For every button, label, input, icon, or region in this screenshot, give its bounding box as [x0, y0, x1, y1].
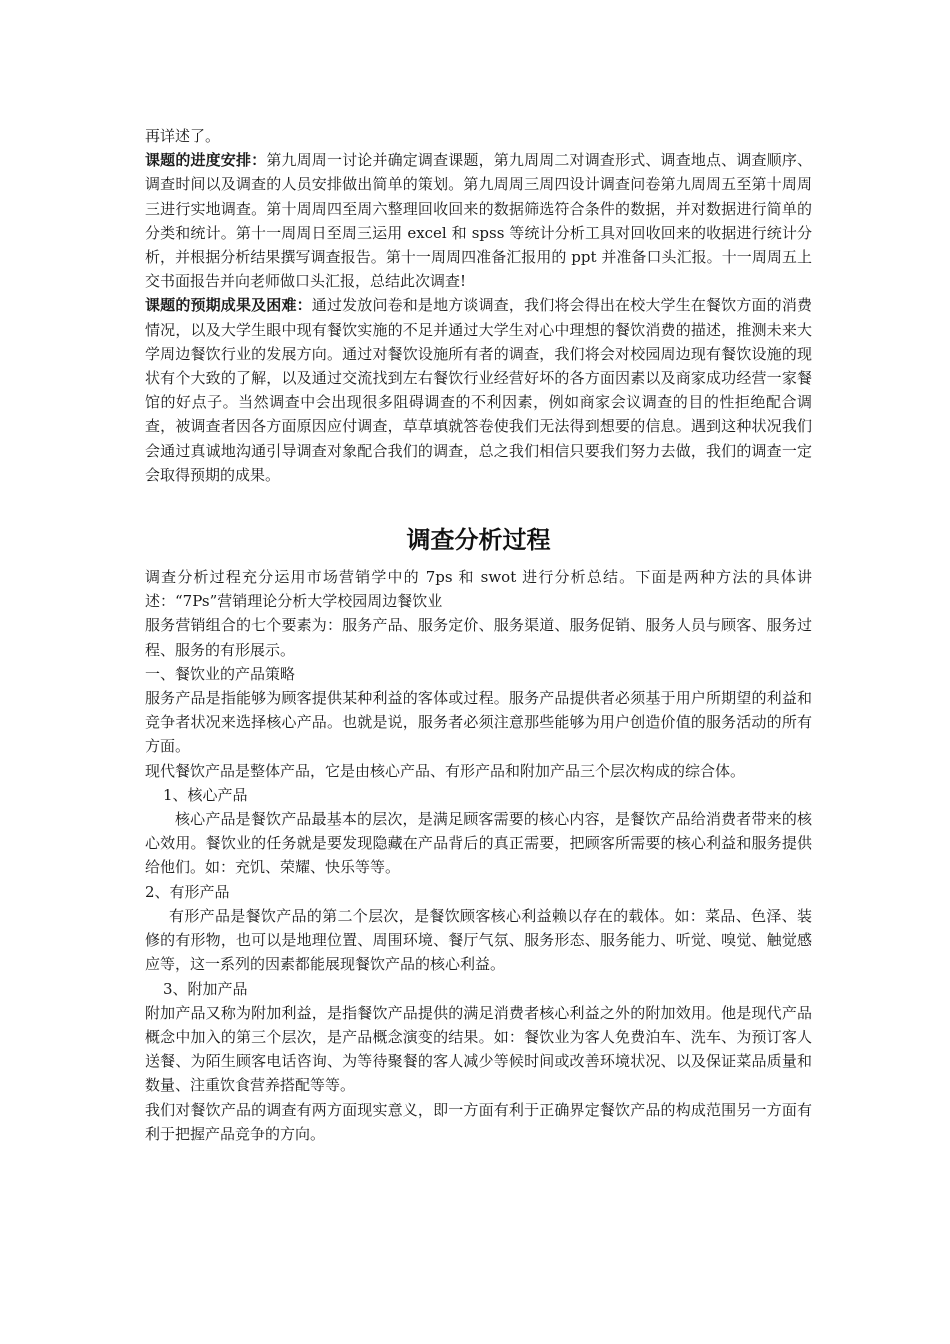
modern-product-paragraph: 现代餐饮产品是整体产品，它是由核心产品、有形产品和附加产品三个层次构成的综合体。: [145, 761, 746, 780]
expected-label: 课题的预期成果及困难：: [145, 296, 312, 315]
core-product-heading: 1、核心产品: [163, 785, 248, 804]
expected-paragraph: [145, 293, 812, 487]
intro-continuation: 再详述了。: [145, 127, 221, 145]
closing-paragraph: 我们对餐饮产品的调查有两方面现实意义，即一方面有利于正确界定餐饮产品的构成范围另一方面有利于把握产品竞争的方向。: [145, 1100, 812, 1143]
tangible-product-heading: 2、有形产品: [145, 882, 230, 901]
core-product-paragraph: 核心产品是餐饮产品最基本的层次，是满足顾客需要的核心内容，是餐饮产品给消费者带来的核心效用。餐饮业的任务就是要发现隐藏在产品背后的真正需要，把顾客所需要的核心利益和服务提供给他们。如：充饥、荣耀、快乐等等。: [145, 810, 812, 877]
augmented-product-paragraph: 附加产品又称为附加利益，是指餐饮产品提供的满足消费者核心利益之外的附加效用。他是现代产品概念中加入的第三个层次，是产品概念演变的结果。如：餐饮业为客人免费泊车、洗车、为预订客人送餐、为陌生顾客电话咨询、为等待聚餐的客人减少等候时间或改善环境状况、以及保证菜品质量和数量、注重饮食营养搭配等等。: [145, 1003, 812, 1095]
document-page: [145, 124, 812, 1146]
augmented-product-heading: 3、附加产品: [163, 979, 248, 998]
service-product-paragraph: 服务产品是指能够为顾客提供某种利益的客体或过程。服务产品提供者必须基于用户所期望的利益和竞争者状况来选择核心产品。也就是说，服务者必须注意那些能够为用户创造价值的服务活动的所有方面。: [145, 689, 812, 756]
section-title: 调查分析过程: [406, 526, 551, 555]
schedule-paragraph: [145, 148, 812, 293]
product-strategy-heading: 一、餐饮业的产品策略: [145, 664, 296, 683]
seven-elements-paragraph: 服务营销组合的七个要素为：服务产品、服务定价、服务渠道、服务促销、服务人员与顾客、服务过程、服务的有形展示。: [145, 616, 812, 659]
tangible-product-paragraph: 有形产品是餐饮产品的第二个层次，是餐饮顾客核心利益赖以存在的载体。如：菜品、色泽、装修的有形物，也可以是地理位置、周围环境、餐厅气氛、服务形态、服务能力、听觉、嗅觉、触觉感应等，这一系列的因素都能展现餐饮产品的核心利益。: [145, 906, 812, 974]
expected-text: 通过发放问卷和是地方谈调查，我们将会得出在校大学生在餐饮方面的消费情况，以及大学生眼中现有餐饮实施的不足并通过大学生对心中理想的餐饮消费的描述，推测未来大学周边餐饮行业的发展方向。通过对餐饮设施所有者的调查，我们将会对校园周边现有餐饮设施的现状有个大致的了解，以及通过交流找到左右餐饮行业经营好坏的各方面因素以及商家成功经营一家餐馆的好点子。当然调查中会出现很多阻碍调查的不利因素，例如商家会议调查的目的性拒绝配合调查，被调查者因各方面原因应付调查，草草填就答卷使我们无法得到想要的信息。遇到这种状况我们会通过真诚地沟通引导调查对象配合我们的调查，总之我们相信只要我们努力去做，我们的调查一定会取得预期的成果。: [145, 296, 812, 484]
schedule-text: 第九周周一讨论并确定调查课题，第九周周二对调查形式、调查地点、调查顺序、调查时间以及调查的人员安排做出简单的策划。第九周周三周四设计调查问卷第九周周五至第十周周三进行实地调查。第十周周四至周六整理回收回来的数据筛选符合条件的数据，并对数据进行简单的分类和统计。第十一周周日至周三运用 excel 和 spss 等统计分析工具对回收回来的收据进行统计分析，并根据分析结果撰写调查报告。第十一周周四准备汇报用的 ppt 并准备口头汇报。十一周周五上交书面报告并向老师做口头汇报，总结此次调查!: [145, 151, 812, 291]
schedule-label: 课题的进度安排：: [145, 151, 267, 170]
analysis-intro: 调查分析过程充分运用市场营销学中的 7ps 和 swot 进行分析总结。下面是两种方法的具体讲述：“7Ps”营销理论分析大学校园周边餐饮业: [145, 568, 812, 611]
